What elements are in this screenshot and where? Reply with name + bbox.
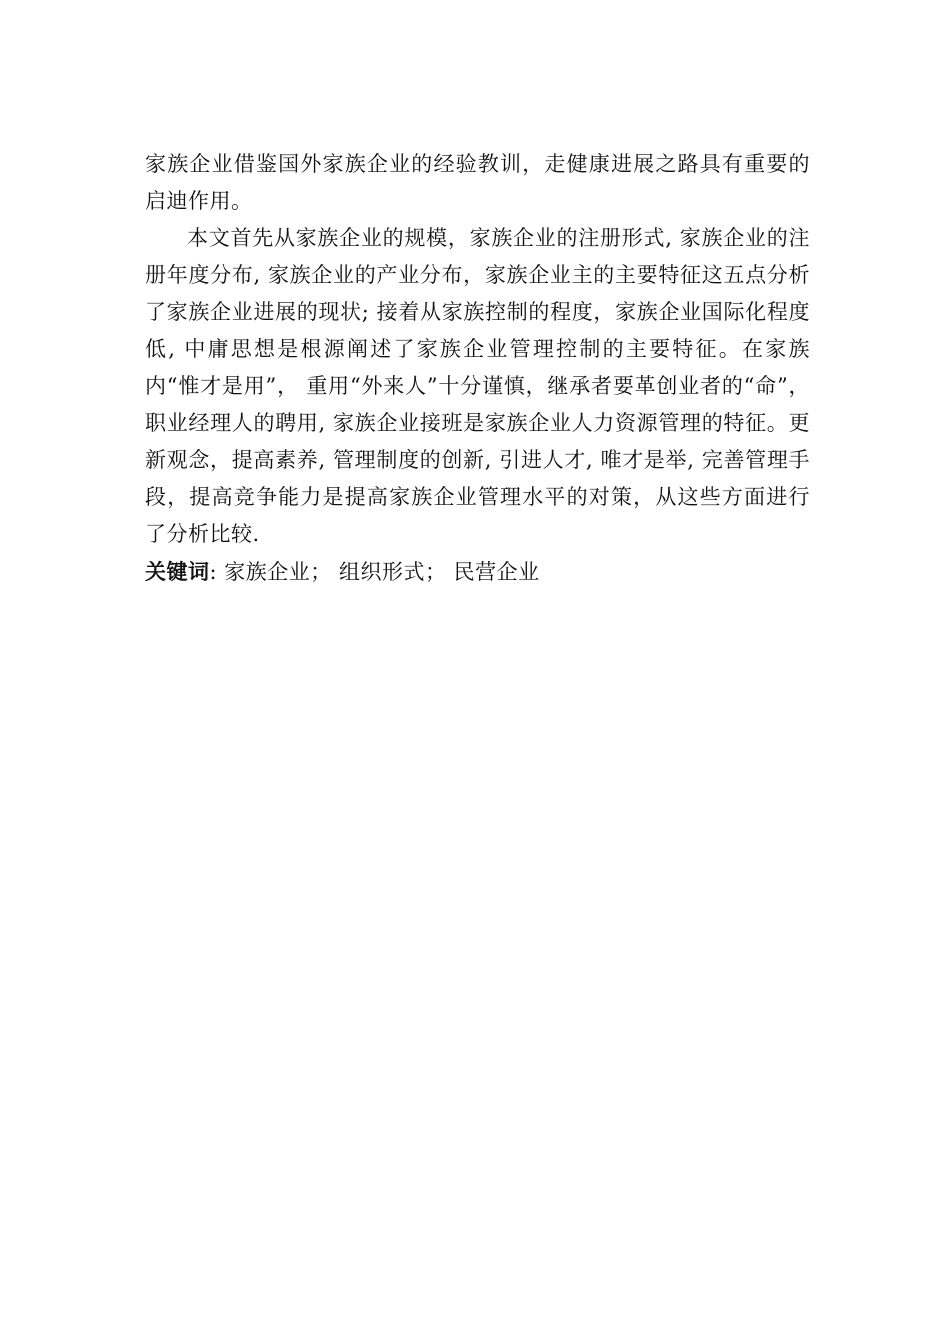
keywords-label: 关键词 xyxy=(145,559,210,584)
abstract-body xyxy=(145,146,810,591)
keywords-text: 家族企业； 组织形式； 民营企业 xyxy=(224,560,540,584)
keywords-separator: : xyxy=(209,560,225,584)
abstract-paragraph: 本文首先从家族企业的规模，家族企业的注册形式, 家族企业的注册年度分布, 家族企业的产业分布，家族企业主的主要特征这五点分析了家族企业进展的现状; 接着从家族控制的程度，家族企业国际化程度低, 中庸思想是根源阐述了家族企业管理控制的主要特征。在家族内“惟才是用”， 重用“外来人”十分谨慎，继承者要革创业者的“命”， 职业经理人的聘用, 家族企业接班是家族企业人力资源管理的特征。更新观念，提高素养, 管理制度的创新, 引进人才, 唯才是举, 完善管理手段，提高竞争能力是提高家族企业管理水平的对策，从这些方面进行了分析比较. xyxy=(145,226,810,546)
continued-paragraph: 家族企业借鉴国外家族企业的经验教训，走健康进展之路具有重要的启迪作用。 xyxy=(145,152,810,213)
keywords-line xyxy=(145,553,810,591)
